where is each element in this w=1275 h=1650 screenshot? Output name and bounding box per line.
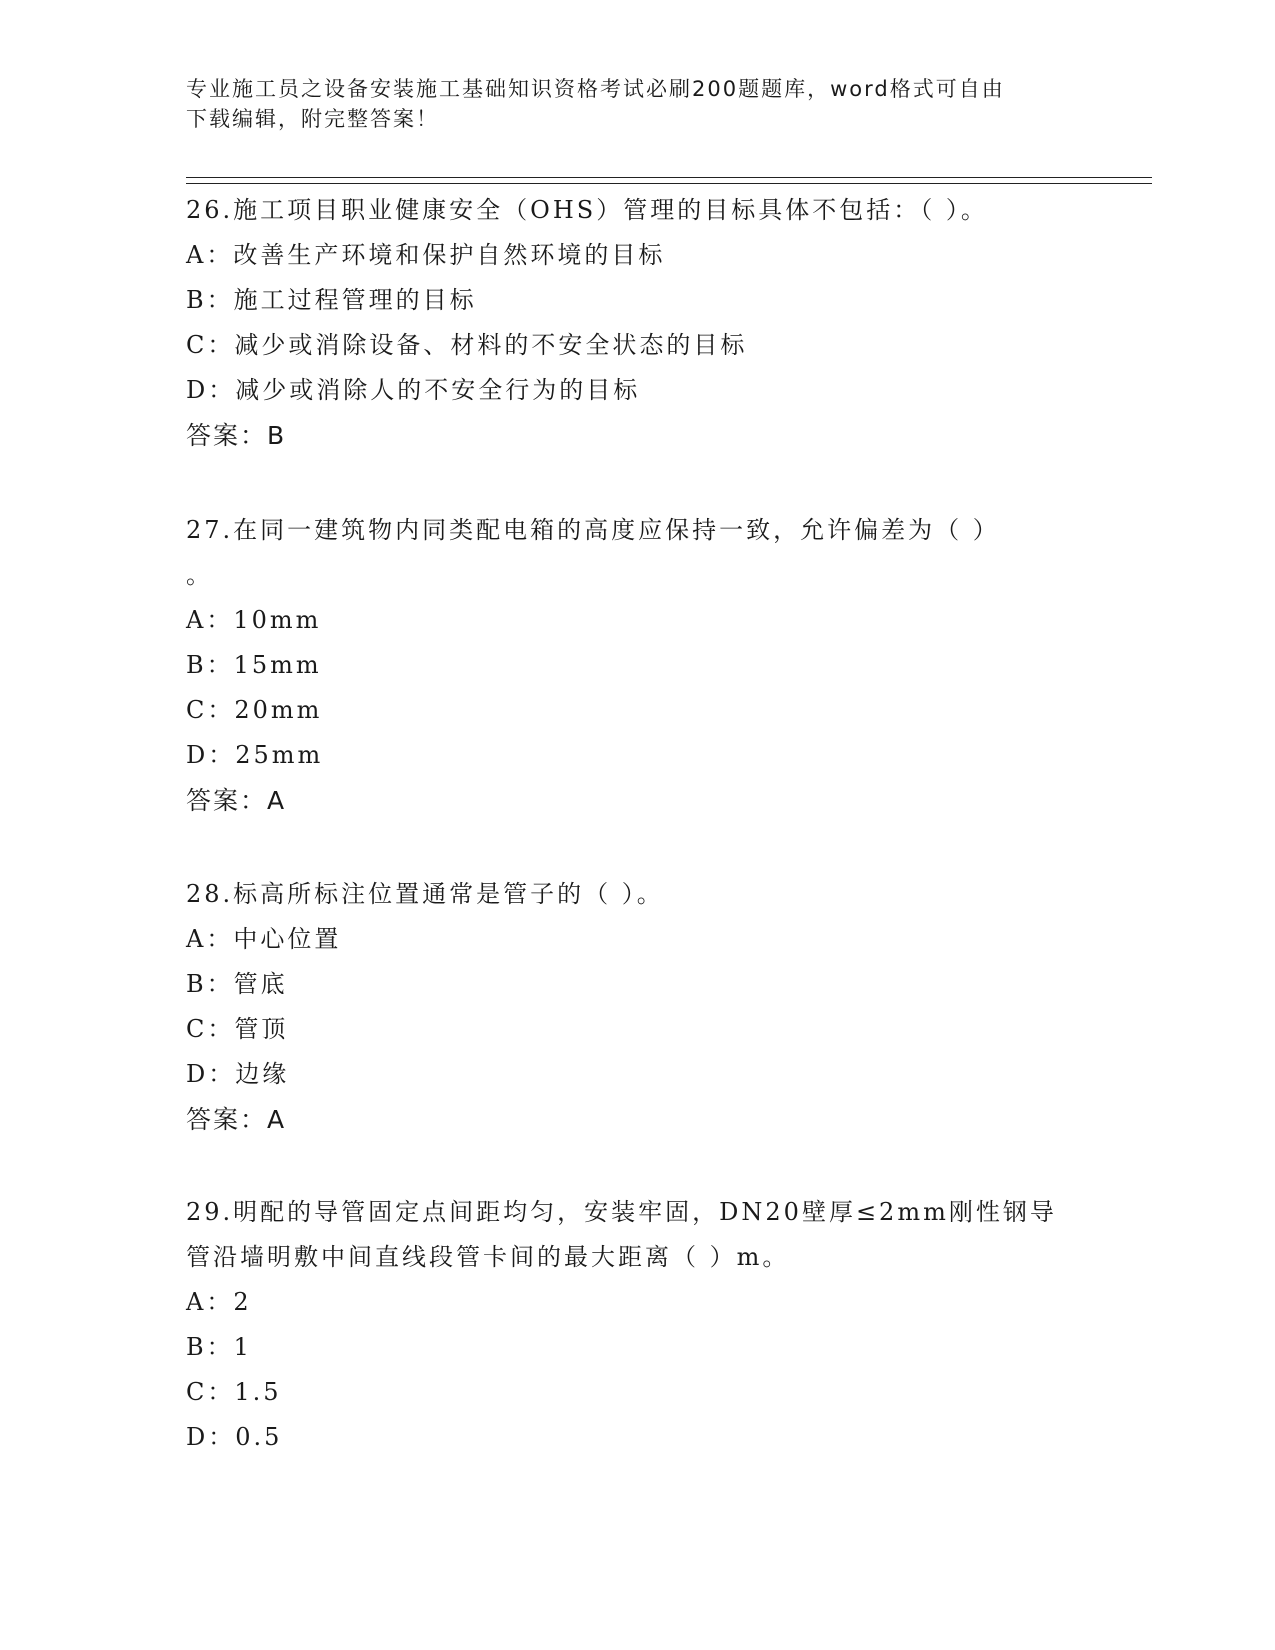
option-c: C：减少或消除设备、材料的不安全状态的目标 — [186, 331, 748, 359]
question-29 — [186, 1190, 1086, 1460]
header-line-2: 下载编辑，附完整答案！ — [186, 107, 439, 131]
answer-label: 答案：B — [186, 421, 287, 450]
header-divider-top — [186, 177, 1152, 178]
option-a: A：中心位置 — [186, 925, 342, 953]
option-a: A：2 — [186, 1288, 252, 1316]
option-b: B：管底 — [186, 970, 288, 998]
question-stem: 27.在同一建筑物内同类配电箱的高度应保持一致，允许偏差为（ ） — [186, 516, 1000, 544]
option-c: C：1.5 — [186, 1378, 282, 1406]
question-stem-continued: 管沿墙明敷中间直线段管卡间的最大距离（ ）m。 — [186, 1243, 790, 1271]
header-divider-bottom — [186, 183, 1152, 184]
question-stem: 29.明配的导管固定点间距均匀，安装牢固，DN20壁厚≤2mm刚性钢导 — [186, 1198, 1057, 1226]
question-28 — [186, 872, 1086, 1142]
option-b: B：15mm — [186, 651, 322, 679]
option-d: D：边缘 — [186, 1060, 290, 1088]
document-header — [186, 74, 1066, 134]
option-a: A：10mm — [186, 606, 322, 634]
option-d: D：0.5 — [186, 1423, 283, 1451]
question-27 — [186, 508, 1086, 823]
option-b: B：1 — [186, 1333, 252, 1361]
question-26 — [186, 188, 1086, 458]
option-a: A：改善生产环境和保护自然环境的目标 — [186, 241, 666, 269]
option-c: C：20mm — [186, 696, 323, 724]
answer-label: 答案：A — [186, 1105, 287, 1134]
question-stem-continued: 。 — [186, 561, 213, 589]
question-stem: 28.标高所标注位置通常是管子的（ ）。 — [186, 880, 664, 908]
option-d: D：减少或消除人的不安全行为的目标 — [186, 376, 641, 404]
option-c: C：管顶 — [186, 1015, 289, 1043]
option-d: D：25mm — [186, 741, 324, 769]
answer-label: 答案：A — [186, 786, 287, 815]
question-stem: 26.施工项目职业健康安全（OHS）管理的目标具体不包括：（ ）。 — [186, 196, 988, 224]
option-b: B：施工过程管理的目标 — [186, 286, 477, 314]
header-line-1: 专业施工员之设备安装施工基础知识资格考试必刷200题题库，word格式可自由 — [186, 77, 1005, 101]
